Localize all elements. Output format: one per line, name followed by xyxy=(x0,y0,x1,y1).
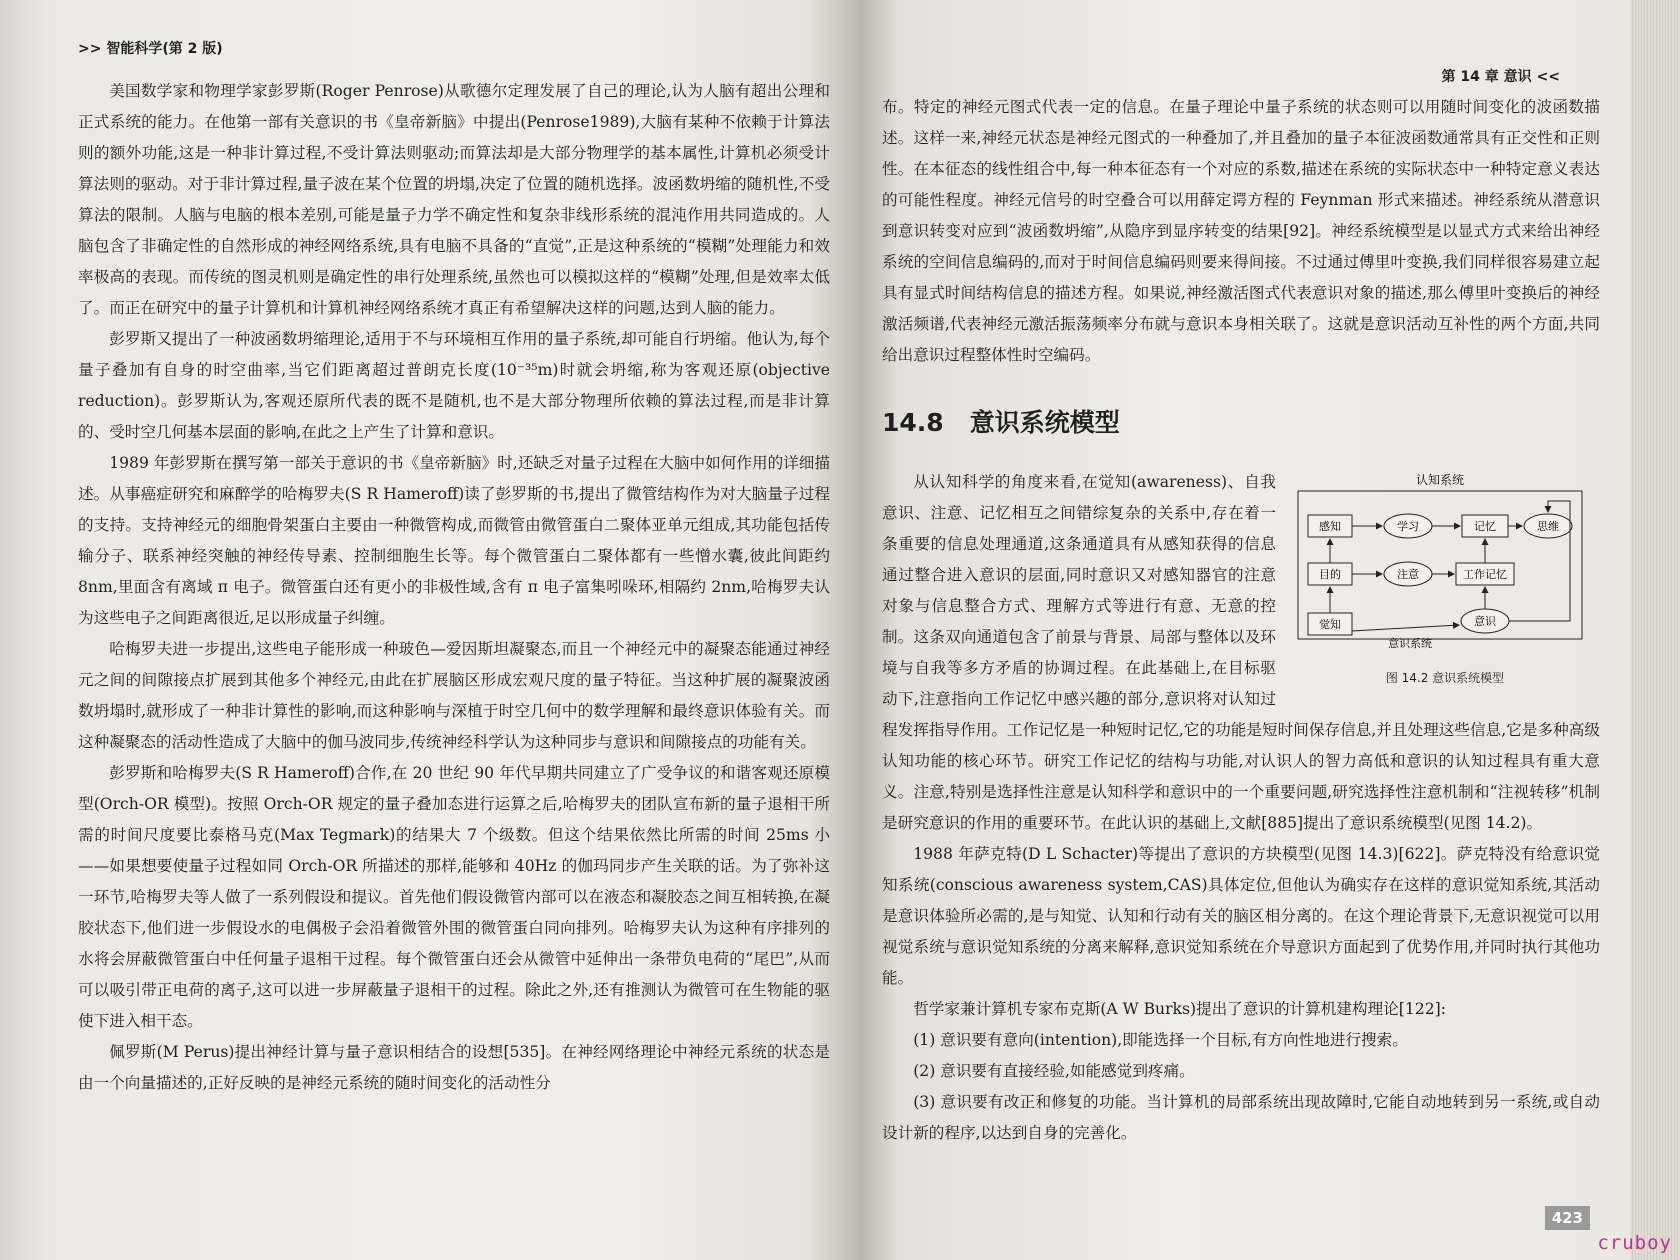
paragraph: 彭罗斯和哈梅罗夫(S R Hameroff)合作,在 20 世纪 90 年代早期共同建立了广受争议的和谐客观还原模型(Orch-OR 模型)。按照 Orch-OR 规定的量子叠加态进行运算之后,哈梅罗夫的团队宣布新的量子退相干所需的时间尺度要比泰格马克(Max Tegmark)的结果大 7 个级数。但这个结果依然比所需的时间 25ms 小——如果想要使量子过程如同 Orch-OR 所描述的那样,能够和 40Hz 的伽玛同步产生关联的话。为了弥补这一环节,哈梅罗夫等人做了一系列假设和提议。首先他们假设微管内部可以在液态和凝胶态之间互相转换,在凝胶状态下,他们进一步假设水的电偶极子会沿着微管外围的微管蛋白同向排列。哈梅罗夫认为这种有序排列的水将会屏蔽微管蛋白中任何量子退相干过程。每个微管蛋白还会从微管中延伸出一条带负电荷的“尾巴”,从而可以吸引带正电荷的离子,这可以进一步屏蔽量子退相干的过程。除此之外,还有推测认为微管可在生物能的驱使下进入相干态。 xyxy=(78,764,830,1030)
watermark: cruboy xyxy=(1597,1232,1672,1254)
diagram-node-attention: 注意 xyxy=(1397,568,1419,581)
paragraph: 佩罗斯(M Perus)提出神经计算与量子意识相结合的设想[535]。在神经网络理论中神经元系统的状态是由一个向量描述的,正好反映的是神经元系统的随时间变化的活动性分 xyxy=(78,1043,830,1092)
paragraph: 哲学家兼计算机专家布克斯(A W Burks)提出了意识的计算机建构理论[122]: xyxy=(913,1000,1446,1018)
diagram-node-goal: 目的 xyxy=(1319,568,1341,581)
paragraph: 从认知科学的角度来看,在觉知(awareness)、自我意识、注意、记忆相互之间错综复杂的关系中,存在着一条重要的信息处理通道,这条通道具有从感知获得的信息通过整合进入意识的层面,同时意识又对感知器官的注意对象与信息整合方式、理解方式等进行有意、无意的控制。这条双向通道包含了前景与背景、局部与整体以及环境与自我等多方矛盾的协调过程。在此基础上,在目标驱动下,注意指向工作记忆中感兴趣的部分,意识将对认知过程发挥指导作用。工作记忆是一种短时记忆,它的功能是短时间保存信息,并且处理这些信息,它是多种高级认知功能的核心环节。研究工作记忆的结构与功能,对认识人的智力高低和意识的认知过程具有重大意义。注意,特别是选择性注意是认知科学和意识中的一个重要问题,研究选择性注意机制和“注视转移”机制是研究意识的作用的重要环节。在此认识的基础上,文献[885]提出了意识系统模型(见图 14.2)。 xyxy=(882,473,1600,832)
diagram-node-consciousness: 意识 xyxy=(1474,615,1496,628)
section-number: 14.8 xyxy=(882,408,944,437)
diagram-label-outer: 认知系统 xyxy=(1415,473,1465,487)
paragraph: 哈梅罗夫进一步提出,这些电子能形成一种玻色—爱因斯坦凝聚态,而且一个神经元中的凝聚态能通过神经元之间的间隙接点扩展到其他多个神经元,由此在扩展脑区形成宏观尺度的量子特征。当这种扩展的凝聚波函数坍塌时,就形成了一种非计算性的影响,而这种影响与深植于时空几何中的数学理解和最终意识体验有关。而这种凝聚态的活动性造成了大脑中的伽马波同步,传统神经科学认为这种同步与意识和间隙接点的功能有关。 xyxy=(78,640,830,751)
list-item: (2) 意识要有直接经验,如能感觉到疼痛。 xyxy=(913,1062,1195,1080)
running-header-right: 第 14 章 意识 << xyxy=(1441,69,1560,85)
right-page xyxy=(860,0,1630,1260)
diagram-node-perception: 感知 xyxy=(1319,520,1341,533)
page-number: 423 xyxy=(1545,1206,1590,1230)
section-heading xyxy=(882,403,1600,439)
requirements-list xyxy=(882,1025,1600,1149)
paragraph: 1989 年彭罗斯在撰写第一部关于意识的书《皇帝新脑》时,还缺乏对量子过程在大脑中如何作用的详细描述。从事癌症研究和麻醉学的哈梅罗夫(S R Hameroff)读了彭罗斯的书,提出了微管结构作为对大脑量子过程的支持。支持神经元的细胞骨架蛋白主要由一种微管构成,而微管由微管蛋白二聚体亚单元组成,其功能包括传输分子、联系神经突触的神经传导素、控制细胞生长等。每个微管蛋白二聚体都有一些憎水囊,彼此间距约 8nm,里面含有离域 π 电子。微管蛋白还有更小的非极性域,含有 π 电子富集吲哚环,相隔约 2nm,哈梅罗夫认为这些电子之间距离很近,足以形成量子纠缠。 xyxy=(78,454,830,627)
paragraph: 布。特定的神经元图式代表一定的信息。在量子理论中量子系统的状态则可以用随时间变化的波函数描述。这样一来,神经元状态是神经元图式的一种叠加了,并且叠加的量子本征波函数通常具有正交性和正则性。在本征态的线性组合中,每一种本征态有一个对应的系数,描述在系统的实际状态中一种特定意义表达的可能性程度。神经元信号的时空叠合可以用薛定谔方程的 Feynman 形式来描述。神经系统从潜意识到意识转变对应到“波函数坍缩”,从隐序到显序转变的结果[92]。神经系统模型是以显式方式来给出神经系统的空间信息编码的,而对于时间信息编码则要来得间接。不过通过傅里叶变换,我们同样很容易建立起具有显式时间结构信息的描述方程。如果说,神经激活图式代表意识对象的描述,那么傅里叶变换后的神经激活频谱,代表神经元激活振荡频率分布就与意识本身相关联了。这就是意识活动互补性的两个方面,共同给出意识过程整体性时空编码。 xyxy=(882,98,1600,364)
diagram-node-learning: 学习 xyxy=(1397,520,1419,533)
paragraph: 美国数学家和物理学家彭罗斯(Roger Penrose)从歌德尔定理发展了自己的理论,认为人脑有超出公理和正式系统的能力。在他第一部有关意识的书《皇帝新脑》中提出(Penrose1989),大脑有某种不依赖于计算法则的额外功能,这是一种非计算过程,不受计算法则驱动;而算法却是大部分物理学的基本属性,计算机必须受计算法则的驱动。对于非计算过程,量子波在某个位置的坍塌,决定了位置的随机选择。波函数坍缩的随机性,不受算法的限制。人脑与电脑的根本差别,可能是量子力学不确定性和复杂非线形系统的混沌作用共同造成的。人脑包含了非确定性的自然形成的神经网络系统,具有电脑不具备的“直觉”,正是这种系统的“模糊”处理能力和效率极高的表现。而传统的图灵机则是确定性的串行处理系统,虽然也可以模拟这样的“模糊”处理,但是效率太低了。而正在研究中的量子计算机和计算机神经网络系统才真正有希望解决这样的问题,达到人脑的能力。 xyxy=(78,82,830,317)
section-title: 意识系统模型 xyxy=(969,408,1120,437)
diagram-label-consciousness-system: 意识系统 xyxy=(1388,637,1432,650)
diagram-node-thinking: 思维 xyxy=(1537,520,1559,533)
diagram-node-awareness: 觉知 xyxy=(1319,618,1341,631)
page-edges xyxy=(1630,0,1680,1260)
diagram-node-working-memory: 工作记忆 xyxy=(1463,568,1507,581)
paragraph: 1988 年萨克特(D L Schacter)等提出了意识的方块模型(见图 14.3)[622]。萨克特没有给意识觉知系统(conscious awareness system,CAS)具体定位,但他认为确实存在这样的意识觉知系统,其活动是意识体验所必需的,是与知觉、认知和行动有关的脑区相分离的。在这个理论背景下,无意识视觉可以用视觉系统与意识觉知系统的分离来解释,意识觉知系统在介导意识方面起到了优势作用,并同时执行其他功能。 xyxy=(882,845,1600,987)
figure-14-2 xyxy=(1290,471,1600,686)
running-header-left: >> 智能科学(第 2 版) xyxy=(78,41,223,57)
figure-caption: 图 14.2 意识系统模型 xyxy=(1385,671,1505,685)
consciousness-system-diagram xyxy=(1290,471,1590,661)
list-item: (1) 意识要有意向(intention),即能选择一个目标,有方向性地进行搜索。 xyxy=(913,1031,1408,1049)
paragraph: 彭罗斯又提出了一种波函数坍缩理论,适用于不与环境相互作用的量子系统,却可能自行坍缩。他认为,每个量子叠加有自身的时空曲率,当它们距离超过普朗克长度(10⁻³⁵m)时就会坍缩,称为客观还原(objective reduction)。彭罗斯认为,客观还原所代表的既不是随机,也不是大部分物理所依赖的算法过程,而是非计算的、受时空几何基本层面的影响,在此之上产生了计算和意识。 xyxy=(78,330,830,441)
list-item: (3) 意识要有改正和修复的功能。当计算机的局部系统出现故障时,它能自动地转到另一系统,或自动设计新的程序,以达到自身的完善化。 xyxy=(882,1093,1600,1142)
diagram-node-memory: 记忆 xyxy=(1474,520,1496,533)
